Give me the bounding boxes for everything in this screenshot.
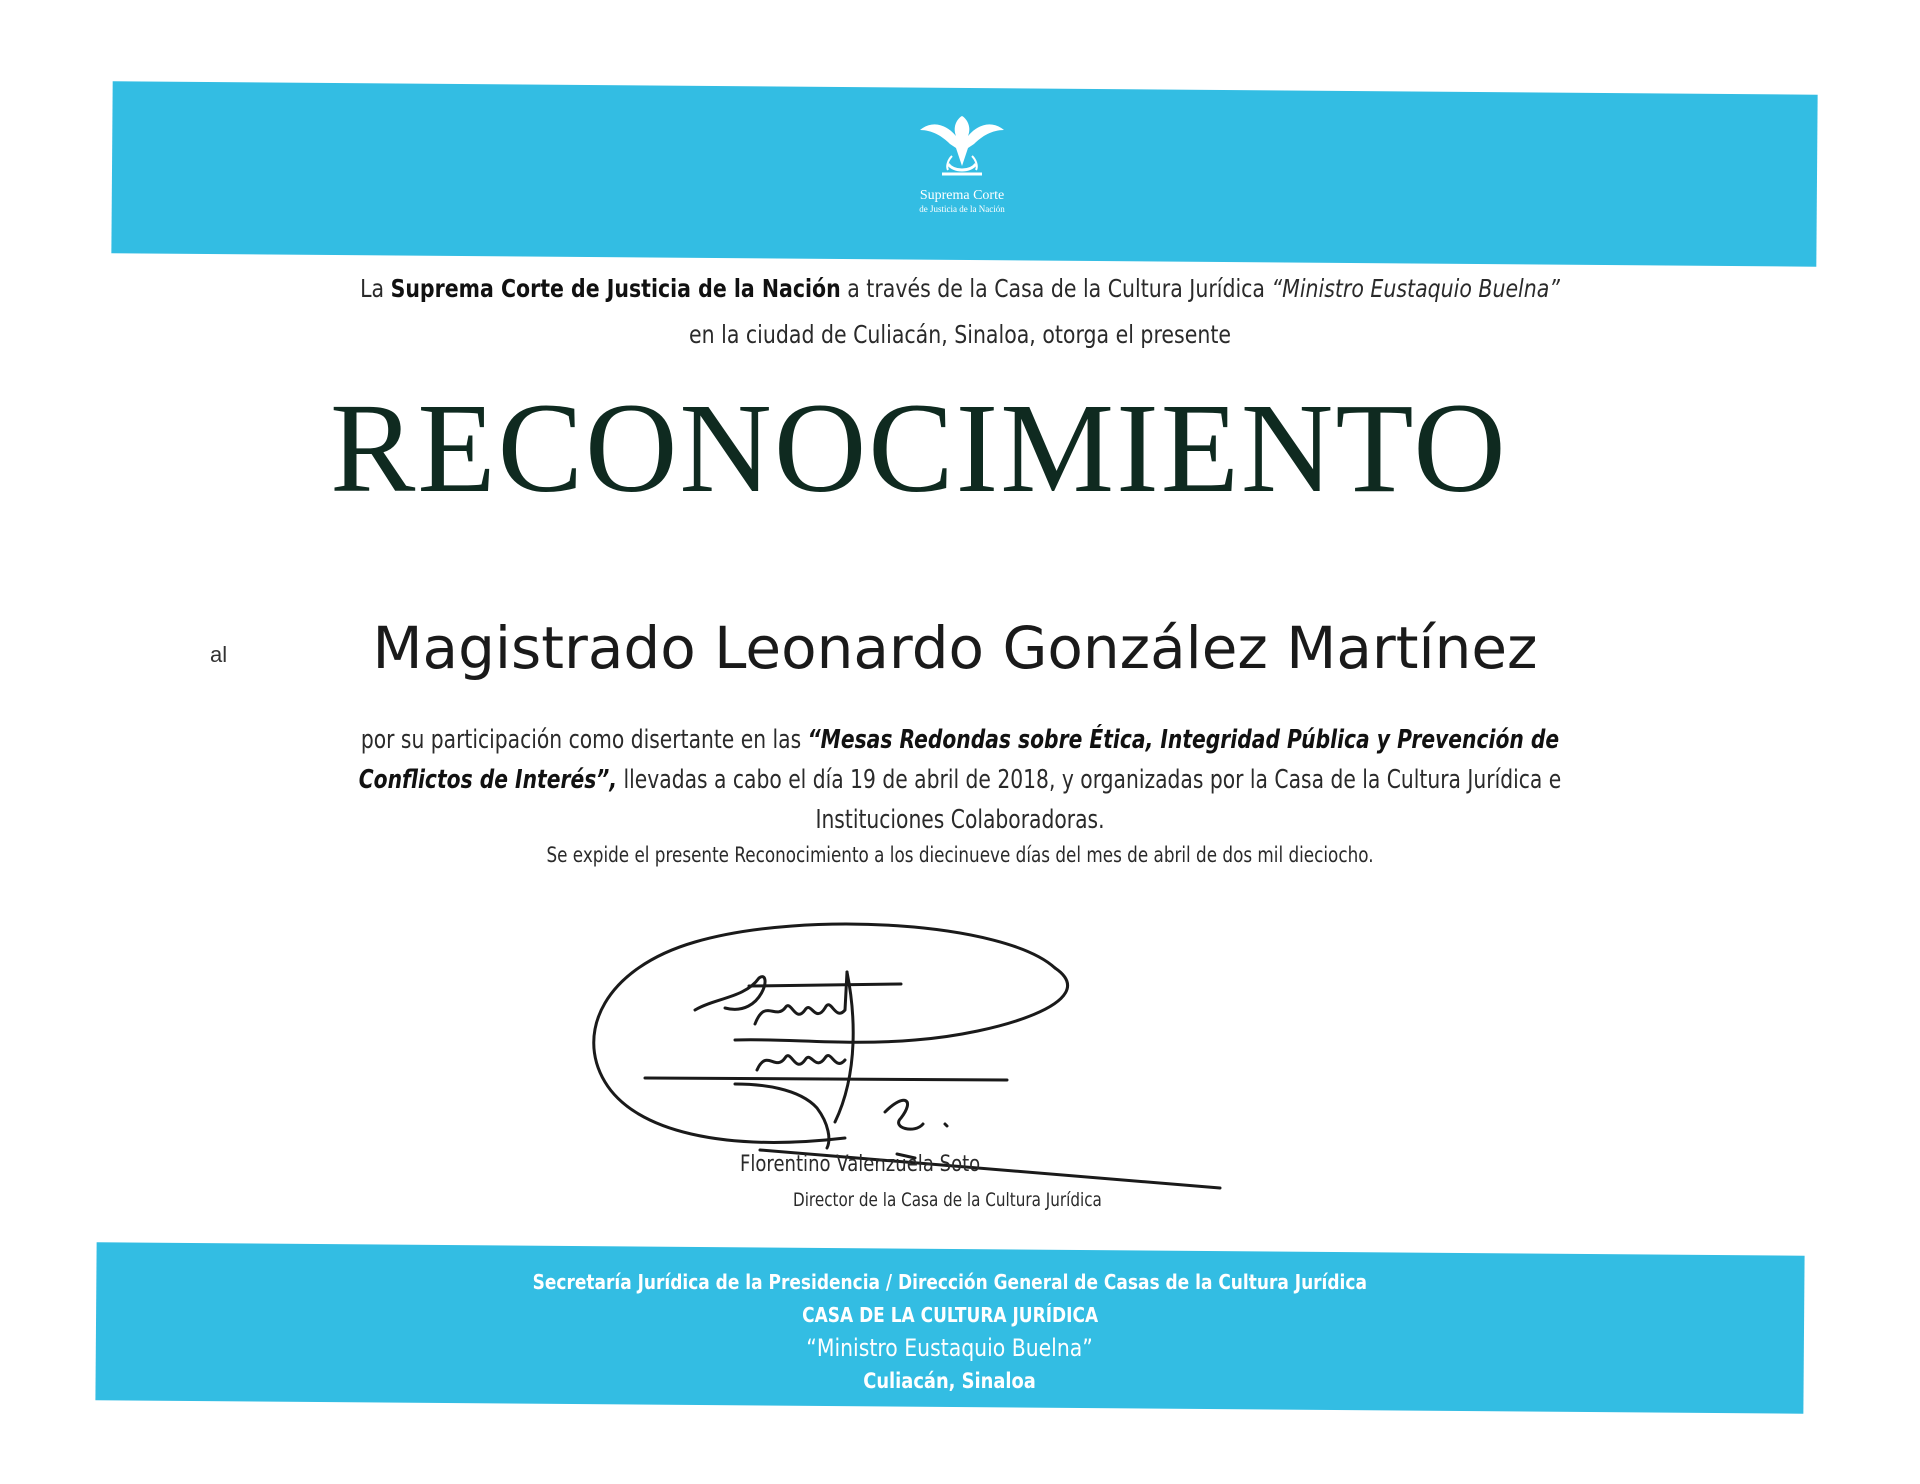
footer-line4: Culiacán, Sinaloa — [863, 1369, 1037, 1393]
recipient-prefix: al — [210, 642, 228, 667]
intro-line2: en la ciudad de Culiacán, Sinaloa, otorga el presente — [689, 320, 1231, 349]
footer-line3: “Ministro Eustaquio Buelna” — [806, 1334, 1094, 1362]
logo-text-line2: de Justicia de la Nación — [919, 204, 1005, 214]
footer-text — [96, 1266, 1804, 1398]
house-name: “Ministro Eustaquio Buelna” — [1271, 274, 1560, 303]
court-logo — [902, 108, 1022, 228]
signer-name: Florentino Valenzuela Soto — [740, 1152, 981, 1177]
intro-prefix: La — [360, 274, 391, 303]
body-lead: por su participación como disertante en las — [360, 725, 808, 755]
body-text — [336, 720, 1584, 840]
eagle-seal-icon — [912, 108, 1012, 188]
signer-role: Director de la Casa de la Cultura Jurídica — [793, 1189, 1102, 1211]
footer-line2: CASA DE LA CULTURA JURÍDICA — [802, 1303, 1098, 1327]
intro-middle: a través de la Casa de la Cultura Jurídica — [840, 274, 1272, 303]
issued-statement: Se expide el presente Reconocimiento a los diecinueve días del mes de abril de dos mil dieciocho. — [546, 843, 1374, 867]
logo-text-line1: Suprema Corte — [919, 188, 1005, 203]
event-name: “Mesas Redondas sobre Ética, Integridad Pública y Prevención de Conflictos de Interés”, — [358, 725, 1560, 795]
certificate-title: RECONOCIMIENTO — [330, 377, 1508, 519]
body-rest: llevadas a cabo el día 19 de abril de 2018, y organizadas por la Casa de la Cultura Jurídica e Instituciones Colaboradoras. — [617, 765, 1562, 835]
footer-line1: Secretaría Jurídica de la Presidencia / Dirección General de Casas de la Cultura Jurídica — [532, 1270, 1368, 1294]
intro-text — [353, 266, 1567, 358]
intro-line1 — [353, 266, 1567, 312]
court-name: Suprema Corte de Justicia de la Nación — [390, 274, 841, 303]
recipient-name: Magistrado Leonardo González Martínez — [372, 614, 1538, 682]
